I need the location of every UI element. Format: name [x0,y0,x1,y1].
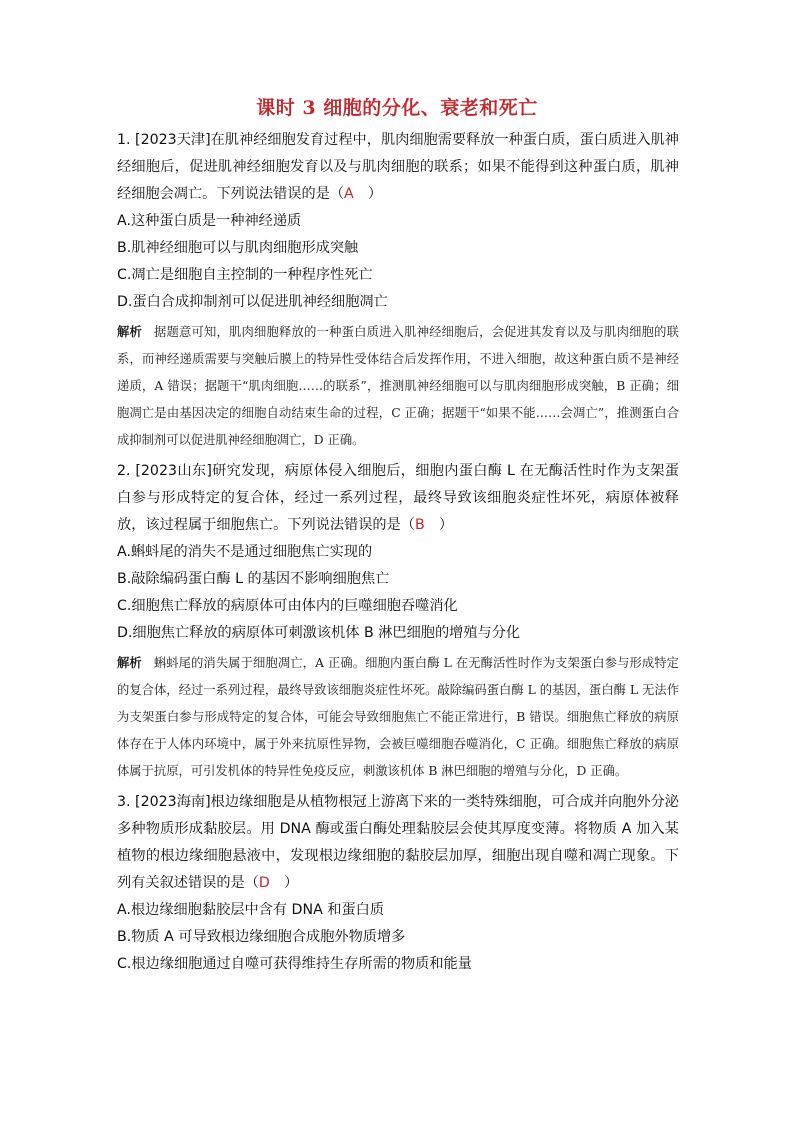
answer-letter: A [344,186,354,202]
explanation-label: 解析 [117,325,143,339]
option-a: A.蝌蚪尾的消失不是通过细胞焦亡实现的 [117,544,373,560]
explanation-text: 蝌蚪尾的消失属于细胞凋亡，A 正确。细胞内蛋白酶 L 在无酶活性时作为支架蛋白参与形成特定的复合体，经过一系列过程，最终导致该细胞炎症性坏死。敲除编码蛋白酶 L 的基因，蛋白酶 L 无法作为支架蛋白参与形成特定的复合体，可能会导致细胞焦亡不能正常进行，B 错误。细胞焦亡释放的病原体存在于人体内环境中，属于外来抗原性异物，会被巨噬细胞吞噬消化，C 正确。细胞焦亡释放的病原体属于抗原，可引发机体的特异性免疫反应，刺激该机体 B 淋巴细胞的增殖与分化，D 正确。 [117,656,679,778]
answer-letter: B [414,517,425,533]
option-c: C.细胞焦亡释放的病原体可由体内的巨噬细胞吞噬消化 [117,598,458,614]
question-2 [117,458,679,785]
option-c: C.凋亡是细胞自主控制的一种程序性死亡 [117,267,373,283]
question-3 [117,789,679,978]
question-stem: 1. [2023天津]在肌神经细胞发育过程中，肌肉细胞需要释放一种蛋白质，蛋白质进入肌神经细胞后，促进肌神经细胞发育以及与肌肉细胞的联系；如果不能得到这种蛋白质，肌神经细胞会凋亡。下列说法错误的是（A ） [117,132,679,202]
question-stem: 3. [2023海南]根边缘细胞是从植物根冠上游离下来的一类特殊细胞，可合成并向胞外分泌多种物质形成黏胶层。用 DNA 酶或蛋白酶处理黏胶层会使其厚度变薄。将物质 A 加入某植物的根边缘细胞悬液中，发现根边缘细胞的黏胶层加厚，细胞出现自噬和凋亡现象。下列有关叙述错误的是（D ） [117,794,679,891]
option-d: D.蛋白合成抑制剂可以促进肌神经细胞凋亡 [117,294,388,310]
option-d: D.细胞焦亡释放的病原体可刺激该机体 B 淋巴细胞的增殖与分化 [117,625,521,641]
lesson-title: 课时 3 细胞的分化、衰老和死亡 [256,97,538,119]
answer-letter: D [258,875,270,891]
question-1 [117,127,679,454]
option-b: B.肌神经细胞可以与肌肉细胞形成突触 [117,240,359,256]
explanation-text: 据题意可知，肌肉细胞释放的一种蛋白质进入肌神经细胞后，会促进其发育以及与肌肉细胞的联系，而神经递质需要与突触后膜上的特异性受体结合后发挥作用，不进入细胞，故这种蛋白质不是神经递质，A 错误；据题干“肌肉细胞……的联系”，推测肌神经细胞可以与肌肉细胞形成突触，B 正确；细胞凋亡是由基因决定的细胞自动结束生命的过程，C 正确；据题干“如果不能……会凋亡”，推测蛋白合成抑制剂可以促进肌神经细胞凋亡，D 正确。 [117,325,679,447]
option-c: C.根边缘细胞通过自噬可获得维持生存所需的物质和能量 [117,956,472,972]
option-b: B.敲除编码蛋白酶 L 的基因不影响细胞焦亡 [117,571,390,587]
question-stem: 2. [2023山东]研究发现，病原体侵入细胞后，细胞内蛋白酶 L 在无酶活性时作为支架蛋白参与形成特定的复合体，经过一系列过程，最终导致该细胞炎症性坏死，病原体被释放，该过程属于细胞焦亡。下列说法错误的是（B ） [117,463,679,533]
explanation [117,650,679,785]
explanation [117,319,679,454]
option-a: A.根边缘细胞黏胶层中含有 DNA 和蛋白质 [117,902,385,918]
option-a: A.这种蛋白质是一种神经递质 [117,213,302,229]
question-list [117,127,679,978]
option-b: B.物质 A 可导致根边缘细胞合成胞外物质增多 [117,929,406,945]
explanation-label: 解析 [117,656,142,670]
